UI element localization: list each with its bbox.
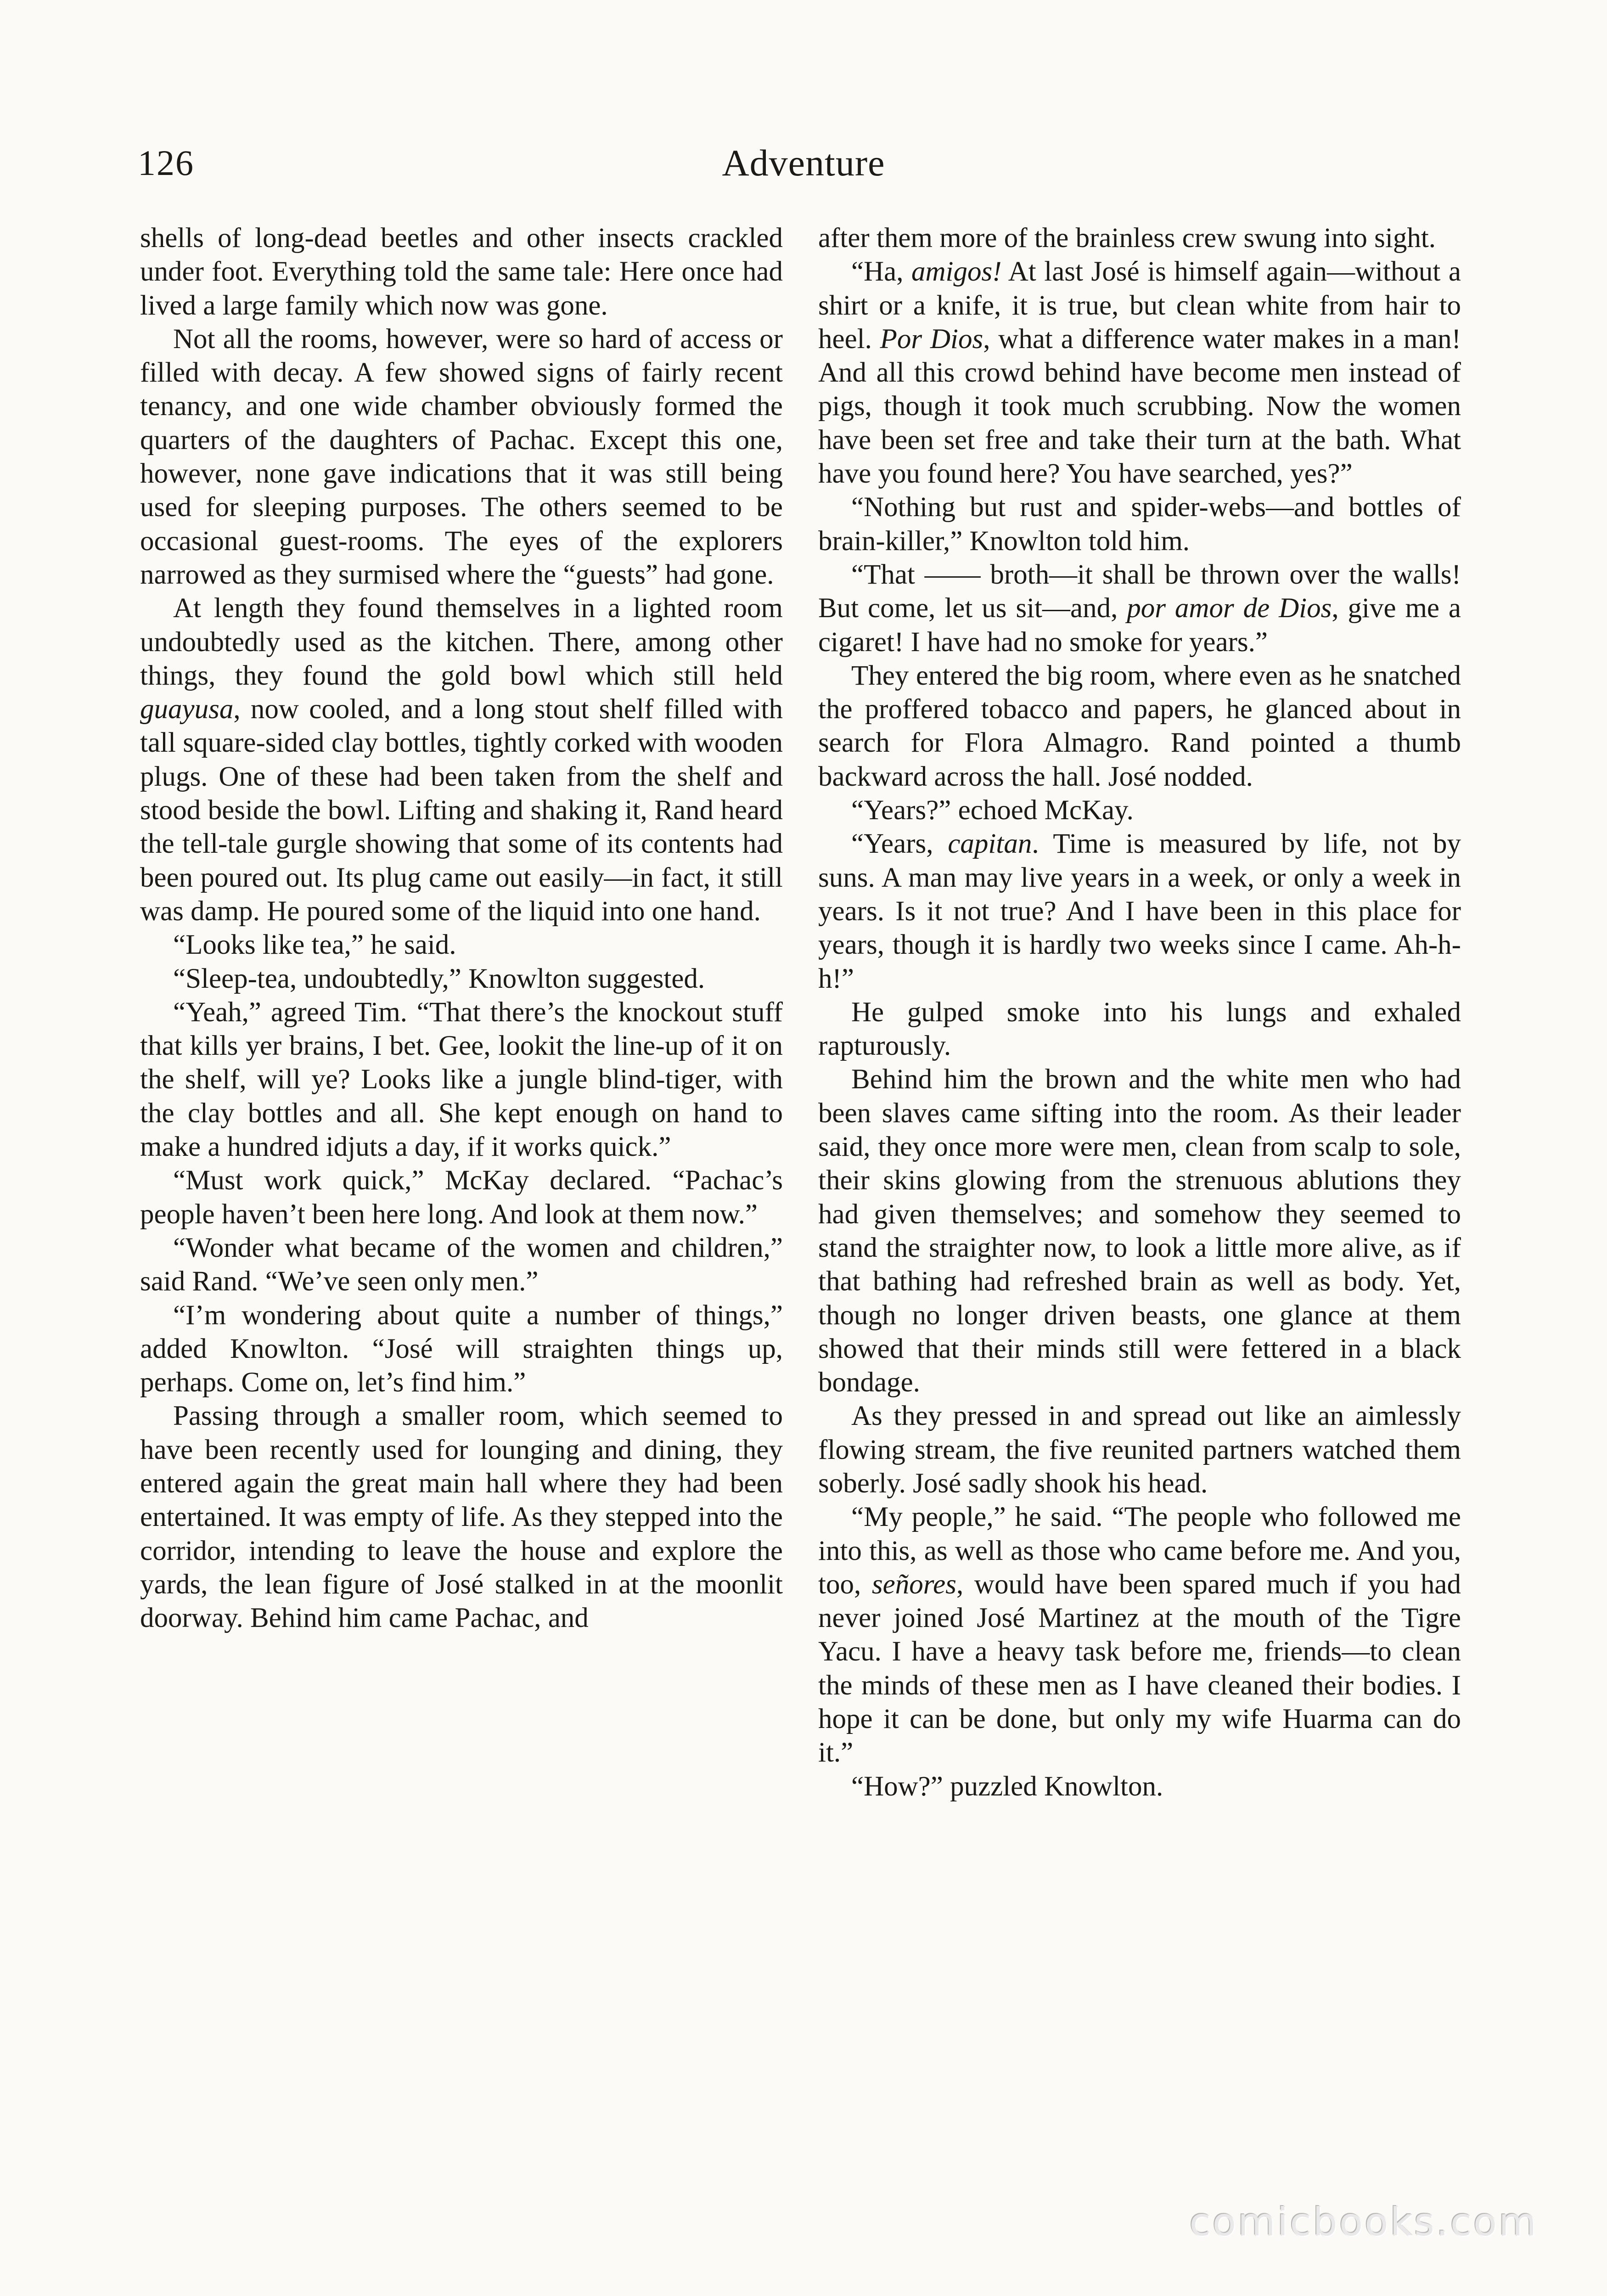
paragraph: “Nothing but rust and spider-webs—and bottles of brain-killer,” Knowlton told him. [818,492,1461,557]
right-column [818,221,1461,2173]
paragraph: They entered the big room, where even as he snatched the proffered tobacco and papers, he glanced about in search for Flora Almagro. Rand pointed a thumb backward across the hall. José nodded. [818,660,1461,792]
paragraph: after them more of the brainless crew swung into sight. [818,223,1436,253]
paragraph: “Years, capitan. Time is measured by life, not by suns. A man may live years in a week, or only a week in years. Is it not true? And I have been in this place for years, though it is hardly two weeks since I came. Ah-h-h!” [818,828,1461,994]
paragraph: “Ha, amigos! At last José is himself again—without a shirt or a knife, it is true, but clean white from hair to heel. Por Dios, what a difference water makes in a man! And all this crowd behind have become men instead of pigs, though it took much scrubbing. Now the women have been set free and take their turn at the bath. What have you found here? You have searched, yes?” [818,256,1461,490]
paragraph: “Sleep-tea, undoubtedly,” Knowlton suggested. [173,963,705,994]
paragraph: “I’m wondering about quite a number of things,” added Knowlton. “José will straighten things up, perhaps. Come on, let’s find him.” [140,1300,783,1398]
paragraph: Behind him the brown and the white men who had been slaves came sifting into the room. As their leader said, they once more were men, clean from scalp to sole, their skins glowing from the strenuous ablutions they had given themselves; and somehow they seemed to stand the straighter now, to look a little more alive, as if that bathing had refreshed brain as well as body. Yet, though no longer driven beasts, one glance at them showed that their minds still were fettered in a black bondage. [818,1064,1461,1398]
paragraph: Passing through a smaller room, which seemed to have been recently used for lounging and dining, they entered again the great main hall where they had been entertained. It was empty of life. As they stepped into the corridor, intending to leave the house and explore the yards, the lean figure of José stalked in at the moonlit doorway. Behind him came Pachac, and [140,1401,783,1634]
paragraph: “Looks like tea,” he said. [173,929,456,961]
paragraph: “Years?” echoed McKay. [851,795,1134,826]
left-column [140,221,783,2173]
page-number: 126 [138,143,194,183]
paragraph: As they pressed in and spread out like an aimlessly flowing stream, the five reunited partners watched them soberly. José sadly shook his head. [818,1401,1461,1499]
paragraph: “My people,” he said. “The people who followed me into this, as well as those who came before me. And you, too, señores, would have been spared much if you had never joined José Martinez at the mouth of the Tigre Yacu. I have a heavy task before me, friends—to clean the minds of these men as I have cleaned their bodies. I hope it can be done, but only my wife Huarma can do it.” [818,1502,1461,1768]
paragraph: Not all the rooms, however, were so hard of access or filled with decay. A few showed signs of fairly recent tenancy, and one wide chamber obviously formed the quarters of the daughters of Pachac. Except this one, however, none gave indications that it was still being used for sleeping purposes. The others seemed to be occasional guest-rooms. The eyes of the explorers narrowed as they surmised where the “guests” had gone. [140,323,783,590]
paragraph: “How?” puzzled Knowlton. [851,1771,1163,1802]
paragraph: “That —— broth—it shall be thrown over the walls! But come, let us sit—and, por amor de Dios, give me a cigaret! I have had no smoke for years.” [818,559,1461,658]
paragraph: “Yeah,” agreed Tim. “That there’s the knockout stuff that kills yer brains, I bet. Gee, lookit the line-up of it on the shelf, will ye? Looks like a jungle blind-tiger, with the clay bottles and all. She kept enough on hand to make a hundred idjuts a day, if it works quick.” [140,996,783,1163]
running-title: Adventure [722,142,885,184]
watermark: comicbooks.com [1189,2200,1538,2245]
page-header [138,138,1469,188]
paragraph: At length they found themselves in a lighted room undoubtedly used as the kitchen. There, among other things, they found the gold bowl which still held guayusa, now cooled, and a long stout shelf filled with tall square-sided clay bottles, tightly corked with wooden plugs. One of these had been taken from the shelf and stood beside the bowl. Lifting and shaking it, Rand heard the tell-tale gurgle showing that some of its contents had been poured out. Its plug came out easily—in fact, it still was damp. He poured some of the liquid into one hand. [140,593,783,927]
paragraph: “Must work quick,” McKay declared. “Pachac’s people haven’t been here long. And look at them now.” [140,1165,783,1230]
paragraph: He gulped smoke into his lungs and exhaled rapturously. [818,996,1461,1062]
paragraph: shells of long-dead beetles and other insects crackled under foot. Everything told the same tale: Here once had lived a large family which now was gone. [140,223,783,321]
paragraph: “Wonder what became of the women and children,” said Rand. “We’ve seen only men.” [140,1232,783,1297]
